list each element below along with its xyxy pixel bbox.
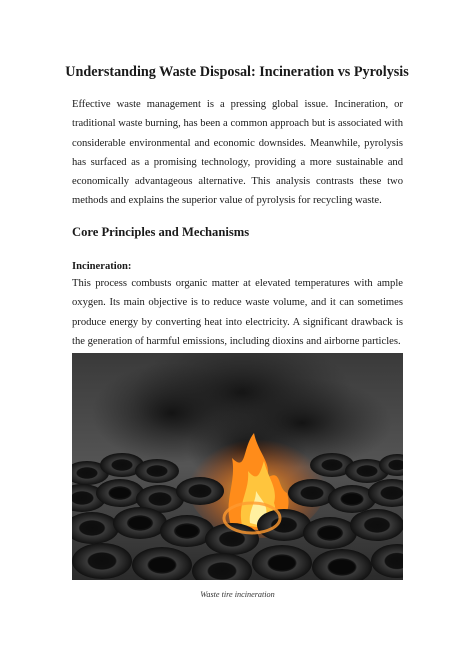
- tire-fire-photo: [72, 353, 403, 580]
- page-title: Understanding Waste Disposal: Incineration vs Pyrolysis: [65, 64, 409, 80]
- figure-caption: Waste tire incineration: [200, 590, 275, 599]
- intro-paragraph: Effective waste management is a pressing global issue. Incineration, or traditional waste burning, has been a common approach but is associated with considerable environmental and economic downsides. Meanwhile, pyrolysis has surfaced as a promising technology, providing a more sustainable and economically advantageous alternative. This analysis contrasts these two methods and explains the superior value of pyrolysis for recycling waste.: [72, 99, 403, 207]
- incineration-paragraph: This process combusts organic matter at elevated temperatures with ample oxygen. Its main objective is to reduce waste volume, and it can sometimes produce energy by converting heat into electricity. A significant drawback is the generation of harmful emissions, including dioxins and airborne particles.: [72, 278, 403, 347]
- section-heading: Core Principles and Mechanisms: [72, 225, 250, 239]
- subsection-heading: Incineration:: [72, 261, 132, 272]
